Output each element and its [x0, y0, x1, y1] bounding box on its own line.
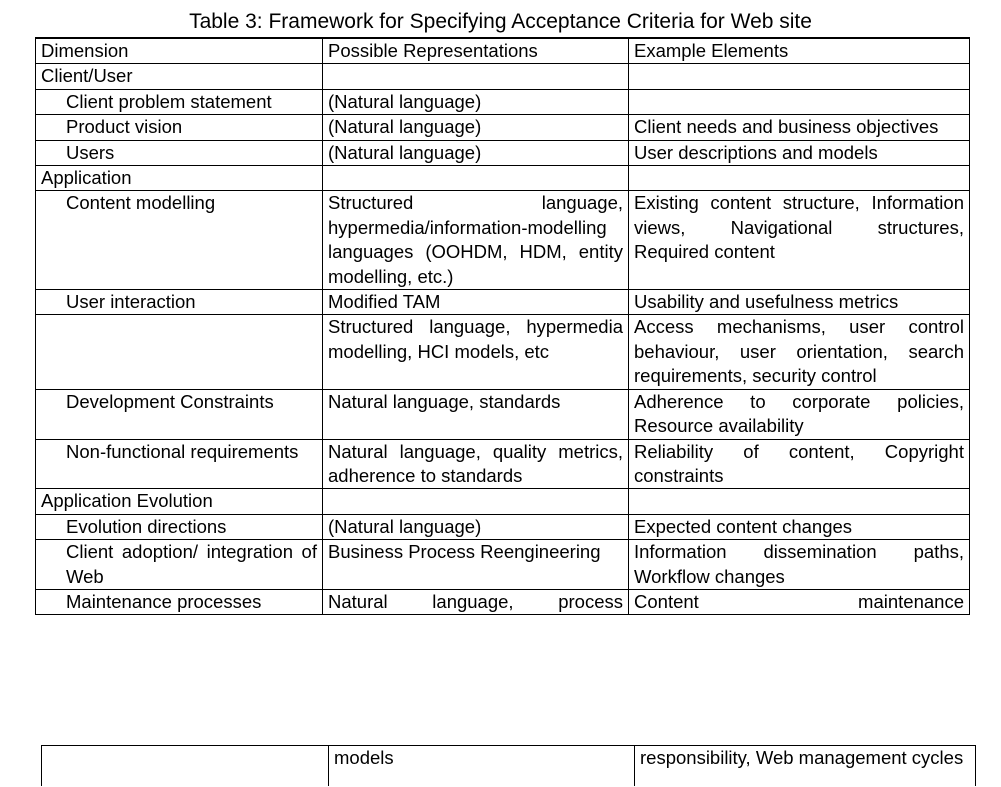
- example-cell: Information dissemination paths, Workflow changes: [629, 540, 970, 590]
- example-cell: Client needs and business objectives: [629, 115, 970, 140]
- representation-cell: models: [329, 746, 635, 787]
- table-row: [36, 89, 970, 114]
- representation-cell: [323, 166, 629, 191]
- section-heading-cell: Application Evolution: [36, 489, 323, 514]
- dimension-cell: Client adoption/ integration of Web: [36, 540, 323, 590]
- representation-cell: Business Process Reengineering: [323, 540, 629, 590]
- representation-cell: (Natural language): [323, 89, 629, 114]
- example-cell: Expected content changes: [629, 514, 970, 539]
- dimension-cell: Users: [36, 140, 323, 165]
- representation-cell: Natural language, standards: [323, 389, 629, 439]
- table-row: [36, 290, 970, 315]
- dimension-cell: Maintenance processes: [36, 589, 323, 614]
- table-row: [36, 439, 970, 489]
- dimension-cell: [36, 315, 323, 389]
- representation-cell: Modified TAM: [323, 290, 629, 315]
- header-representations: Possible Representations: [323, 38, 629, 64]
- dimension-cell: [42, 746, 329, 787]
- representation-cell: Natural language, quality metrics, adherence to standards: [323, 439, 629, 489]
- example-cell: [629, 89, 970, 114]
- representation-cell: (Natural language): [323, 514, 629, 539]
- table-row: [36, 315, 970, 389]
- example-cell: [629, 166, 970, 191]
- dimension-cell: Content modelling: [36, 191, 323, 290]
- example-cell: Reliability of content, Copyright constraints: [629, 439, 970, 489]
- table-row: [36, 489, 970, 514]
- continuation-table: [41, 745, 976, 786]
- example-cell: User descriptions and models: [629, 140, 970, 165]
- representation-cell: [323, 64, 629, 89]
- section-heading-cell: Application: [36, 166, 323, 191]
- dimension-cell: Non-functional requirements: [36, 439, 323, 489]
- table-row: [36, 514, 970, 539]
- dimension-cell: Evolution directions: [36, 514, 323, 539]
- representation-cell: Structured language, hypermedia/information-modelling languages (OOHDM, HDM, entity modelling, etc.): [323, 191, 629, 290]
- example-cell: Existing content structure, Information views, Navigational structures, Required content: [629, 191, 970, 290]
- table-row: [36, 540, 970, 590]
- dimension-cell: Development Constraints: [36, 389, 323, 439]
- table-row: [36, 389, 970, 439]
- table-row: [36, 166, 970, 191]
- header-examples: Example Elements: [629, 38, 970, 64]
- table-row: [36, 191, 970, 290]
- dimension-cell: Product vision: [36, 115, 323, 140]
- table-row: [36, 589, 970, 614]
- table-header-row: [36, 38, 970, 64]
- representation-cell: (Natural language): [323, 115, 629, 140]
- representation-cell: (Natural language): [323, 140, 629, 165]
- representation-cell: Structured language, hypermedia modelling, HCI models, etc: [323, 315, 629, 389]
- example-cell: Content maintenance: [629, 589, 970, 614]
- dimension-cell: Client problem statement: [36, 89, 323, 114]
- section-heading-cell: Client/User: [36, 64, 323, 89]
- header-dimension: Dimension: [36, 38, 323, 64]
- table-caption: Table 3: Framework for Specifying Acceptance Criteria for Web site: [189, 10, 812, 33]
- representation-cell: Natural language, process: [323, 589, 629, 614]
- example-cell: [629, 64, 970, 89]
- example-cell: [629, 489, 970, 514]
- table-row: [36, 115, 970, 140]
- example-cell: responsibility, Web management cycles: [635, 746, 976, 787]
- example-cell: Adherence to corporate policies, Resource availability: [629, 389, 970, 439]
- example-cell: Usability and usefulness metrics: [629, 290, 970, 315]
- table-row: [36, 140, 970, 165]
- dimension-cell: User interaction: [36, 290, 323, 315]
- acceptance-criteria-table: [35, 37, 970, 615]
- representation-cell: [323, 489, 629, 514]
- table-row: [42, 746, 976, 787]
- example-cell: Access mechanisms, user control behaviour, user orientation, search requirements, security control: [629, 315, 970, 389]
- table-row: [36, 64, 970, 89]
